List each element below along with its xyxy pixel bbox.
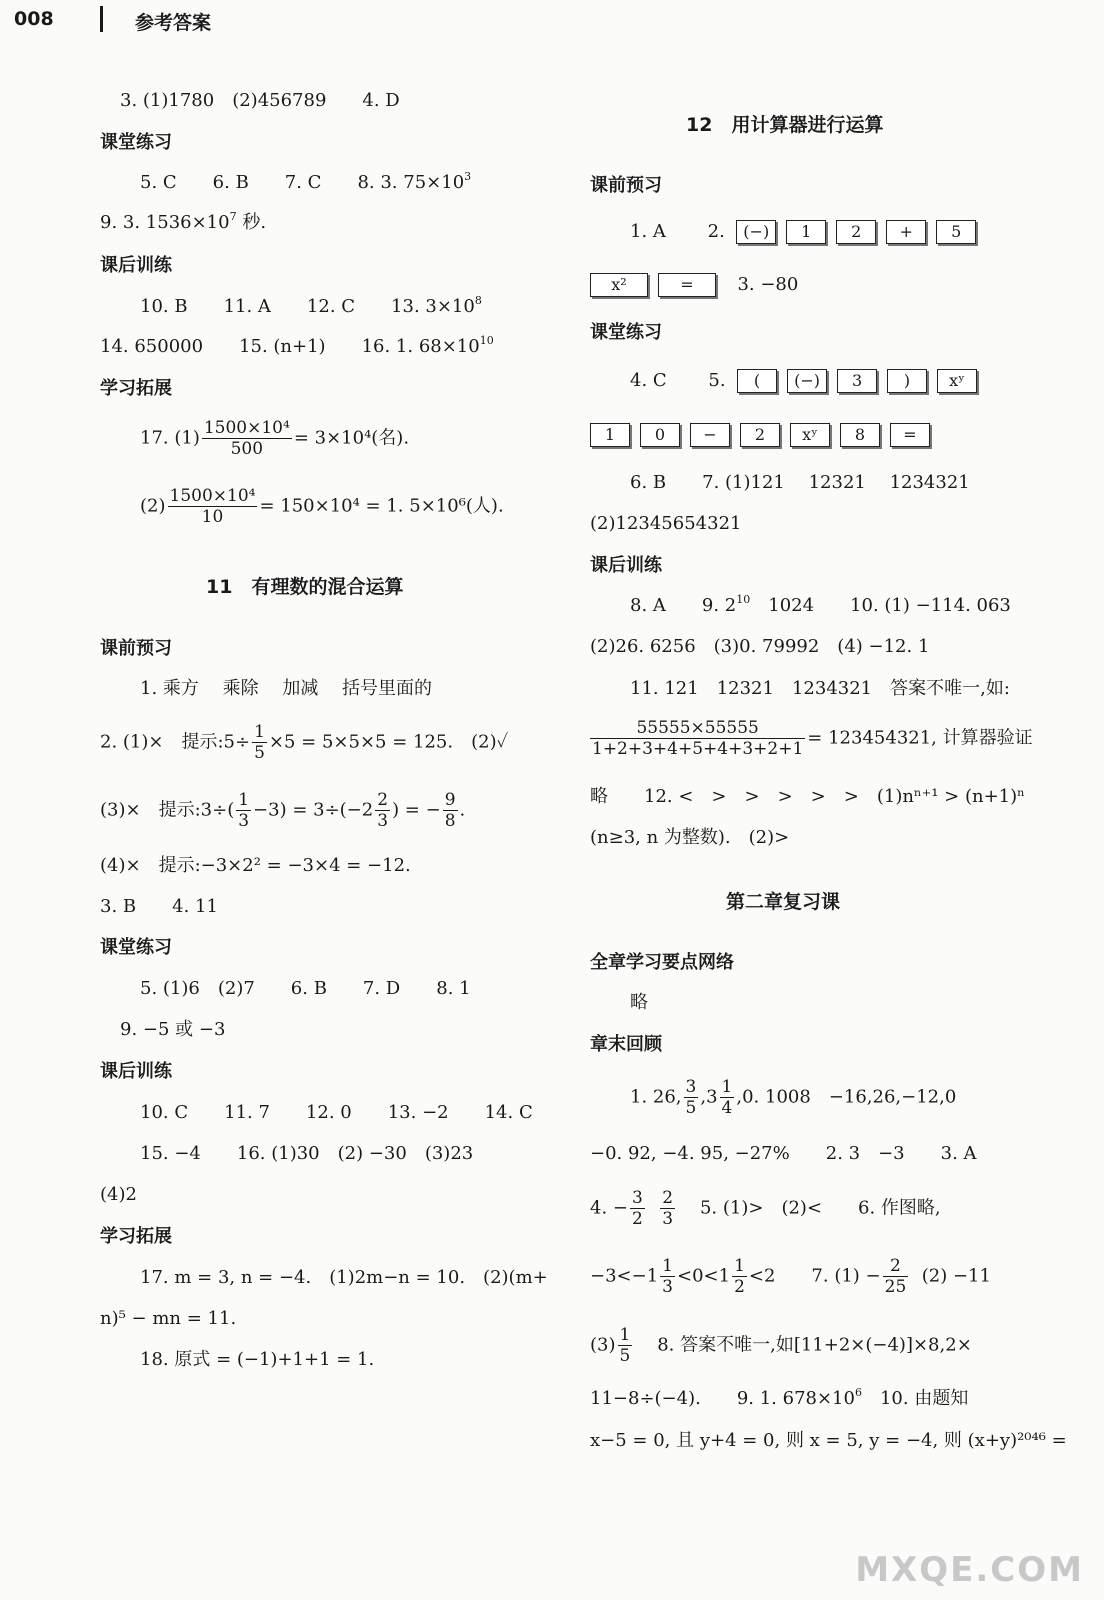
calculator-key: (−)	[787, 369, 827, 393]
answer-line: 10. B 11. A 12. C 13. $3\times 10^8$	[140, 294, 482, 317]
answer-line: n)⁵ − mn = 11.	[100, 1308, 237, 1329]
calculator-key: 1	[590, 423, 630, 447]
page-header	[0, 0, 1104, 40]
calculator-key: +	[886, 220, 926, 244]
answer-line: 9. −5 或 −3	[120, 1019, 226, 1040]
calculator-key: 0	[640, 423, 680, 447]
answer-line: 5. (1)6 (2)7 6. B 7. D 8. 1	[140, 978, 471, 999]
answer-line: x−5 = 0, 且 y+4 = 0, 则 x = 5, y = −4, 则 (x+y)²⁰⁴⁶ =	[590, 1430, 1067, 1451]
section-heading: 章末回顾	[590, 1034, 662, 1055]
answer-line: 14. 650000 15. (n+1) 16. 1. $68\times 10^{10}$	[100, 334, 494, 357]
calculator-key: =	[658, 273, 716, 297]
calculator-key: x²	[590, 273, 648, 297]
calculator-key: −	[690, 423, 730, 447]
chapter-title: 12 用计算器进行运算	[686, 114, 884, 136]
calculator-key: 2	[836, 220, 876, 244]
header-title: 参考答案	[135, 12, 212, 34]
answer-line: 11. 121 12321 1234321 答案不唯一,如:	[630, 678, 1010, 699]
calculator-key: 3	[837, 369, 877, 393]
answer-line: 17. (1) $\frac{\text{1500×10⁴}}{500}$ = 3×10⁴(名).	[140, 418, 410, 459]
answer-line: 15. −4 16. (1)30 (2) −30 (3)23	[140, 1143, 474, 1164]
section-heading: 课后训练	[590, 555, 662, 576]
answer-line: (n≥3, n 为整数). (2)>	[590, 827, 790, 848]
section-heading: 课堂练习	[100, 132, 172, 153]
answer-line: 4. C 5. ( (−) 3 ) xʸ	[630, 369, 987, 393]
answer-line: 11−8÷(−4). 9. 1. $678\times 10^6$ 10. 由题知	[590, 1386, 969, 1409]
chapter-title: 11 有理数的混合运算	[206, 576, 404, 598]
answer-line: 略 12. < > > > > > (1)nⁿ⁺¹ > (n+1)ⁿ	[590, 786, 1025, 807]
section-heading: 学习拓展	[100, 1226, 172, 1247]
calculator-key: 5	[936, 220, 976, 244]
calculator-key: xʸ	[790, 423, 830, 447]
section-heading: 课前预习	[100, 638, 172, 659]
answer-line: (4)2	[100, 1184, 137, 1205]
calculator-key: 8	[840, 423, 880, 447]
calculator-key: (	[737, 369, 777, 393]
page-number: 008	[14, 8, 54, 30]
calculator-key: )	[887, 369, 927, 393]
answer-line: x² = 3. −80	[590, 273, 798, 297]
answer-line: 1. 26, $\frac{3}{5}$ ,3 $\frac{1}{4}$ ,0. 1008 −16,26,−12,0	[630, 1077, 957, 1118]
calculator-key: (−)	[736, 220, 776, 244]
answer-line: (4)× 提示:−3×2² = −3×4 = −12.	[100, 855, 411, 876]
answer-line: 9. 3. $1536\times 10^7$ 秒.	[100, 210, 267, 233]
answer-line: 3. (1)1780 (2)456789 4. D	[120, 90, 400, 111]
answer-line: (3) $\frac{1}{5}$ 8. 答案不唯一,如[11+2×(−4)]×8,2×	[590, 1325, 972, 1366]
section-heading: 学习拓展	[100, 378, 172, 399]
answer-line: 1. A 2. (−) 1 2 + 5	[630, 220, 986, 244]
answer-line: (2)26. 6256 (3)0. 79992 (4) −12. 1	[590, 636, 930, 657]
answer-line: 3. B 4. 11	[100, 896, 218, 917]
answer-line: 4. − $\frac{3}{2}$ $\frac{2}{3}$ 5. (1)> (2)< 6. 作图略,	[590, 1188, 941, 1229]
answer-line: 6. B 7. (1)121 12321 1234321	[630, 472, 970, 493]
section-heading: 课堂练习	[100, 937, 172, 958]
section-heading: 课堂练习	[590, 322, 662, 343]
watermark: MXQE.COM	[855, 1550, 1084, 1590]
section-heading: 课后训练	[100, 255, 172, 276]
answer-line: (2)12345654321	[590, 513, 742, 534]
answer-line: $\frac{55555\times 55555}{1+2+3+4+5+4+3+2+1}$ = 123454321, 计算器验证	[592, 718, 1033, 759]
answer-line: −0. 92, −4. 95, −27% 2. 3 −3 3. A	[590, 1143, 977, 1164]
answer-line: 8. A 9. $2^{10}$ 1024 10. (1) −114. 063	[630, 593, 1011, 616]
answer-line: −3<−1 $\frac{1}{3}$ <0<1 $\frac{1}{2}$ <2 7. (1) − $\frac{2}{25}$ (2) −11	[590, 1256, 991, 1297]
chapter-title: 第二章复习课	[726, 891, 841, 913]
answer-line: (3)× 提示:3÷( $\frac{1}{3}$ −3) = 3÷(−2 $\frac{2}{3}$ ) = − $\frac{9}{8}$ .	[100, 790, 466, 831]
header-divider	[100, 6, 103, 32]
answer-line: 1. 乘方 乘除 加减 括号里面的	[140, 678, 433, 699]
answer-line: (2) $\frac{\text{1500×10⁴}}{10}$ = 150×10⁴ = 1. 5×10⁶(人).	[140, 486, 504, 527]
answer-line: 5. C 6. B 7. C 8. 3. $75\times 10^3$	[140, 170, 472, 193]
calculator-key: xʸ	[937, 369, 977, 393]
answer-line: 10. C 11. 7 12. 0 13. −2 14. C	[140, 1102, 533, 1123]
answer-line: 18. 原式 = (−1)+1+1 = 1.	[140, 1349, 375, 1370]
answer-line	[590, 423, 940, 447]
answer-line: 略	[630, 992, 648, 1013]
calculator-key: 1	[786, 220, 826, 244]
answer-line: 17. m = 3, n = −4. (1)2m−n = 10. (2)(m+	[140, 1267, 548, 1288]
section-heading: 课前预习	[590, 175, 662, 196]
section-heading: 课后训练	[100, 1061, 172, 1082]
calculator-key: 2	[740, 423, 780, 447]
calculator-key: =	[890, 423, 930, 447]
answer-line: 2. (1)× 提示:5÷ $\frac{1}{5}$ ×5 = 5×5×5 = 125. (2)✓	[100, 722, 509, 763]
section-heading: 全章学习要点网络	[590, 952, 734, 973]
